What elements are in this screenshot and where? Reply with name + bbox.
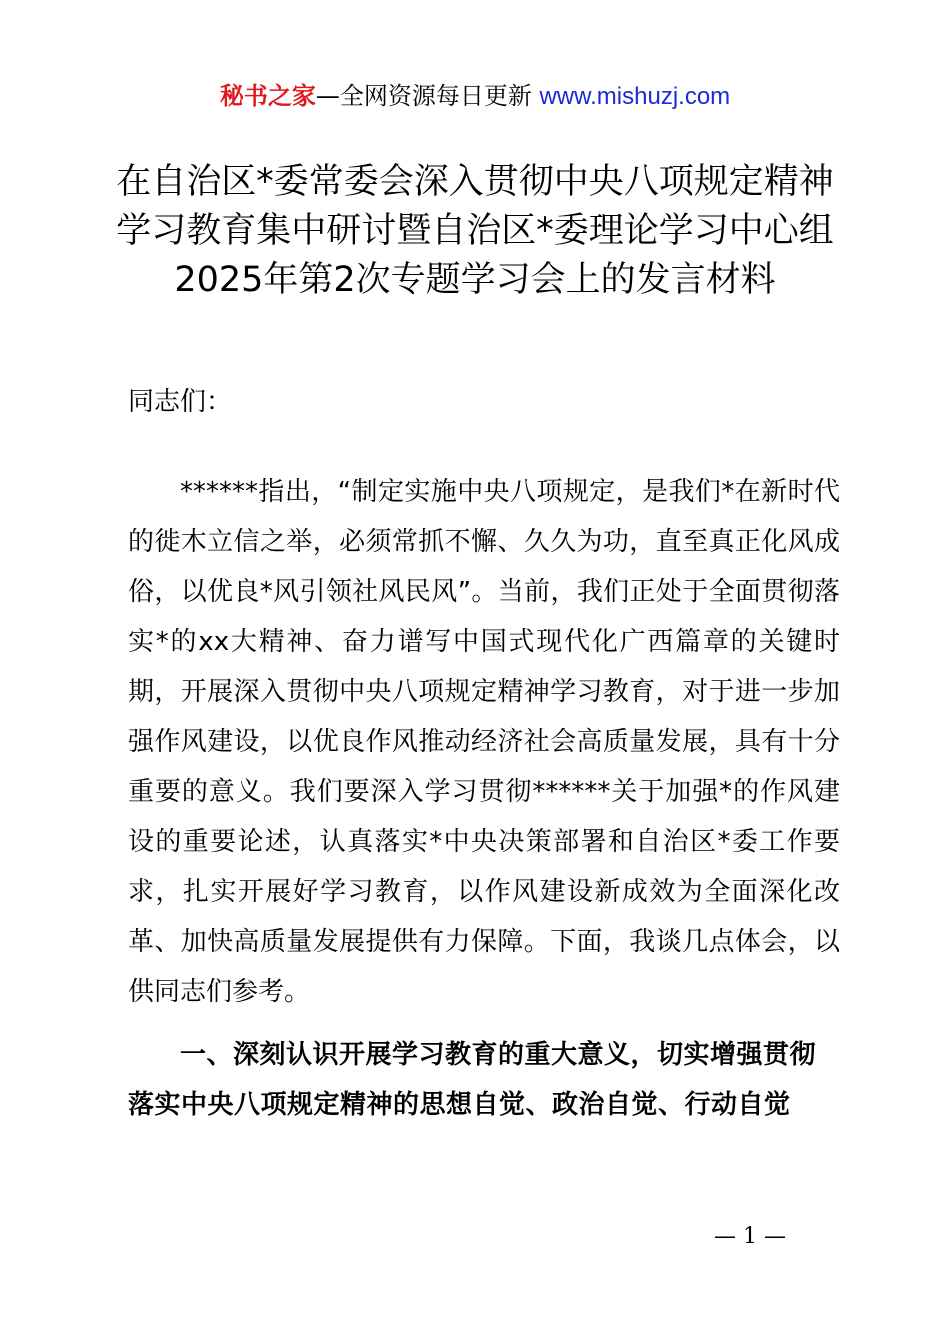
site-tagline: 全网资源每日更新 [339, 82, 532, 110]
page-number: — 1 — [714, 1224, 786, 1249]
site-url-link[interactable]: www.mishuzj.com [539, 83, 731, 110]
header-dash: — [315, 82, 340, 110]
site-header [0, 80, 950, 113]
body-paragraph: ******指出，“制定实施中央八项规定，是我们*在新时代的徙木立信之举，必须常抓不懈、久久为功，直至真正化风成俗，以优良*风引领社风民风”。当前，我们正处于全面贯彻落实*的xx大精神、奋力谱写中国式现代化广西篇章的关键时期，开展深入贯彻中央八项规定精神学习教育，对于进一步加强作风建设，以优良作风推动经济社会高质量发展，具有十分重要的意义。我们要深入学习贯彻******关于加强*的作风建设的重要论述，认真落实*中央决策部署和自治区*委工作要求，扎实开展好学习教育，以作风建设新成效为全面深化改革、加快高质量发展提供有力保障。下面，我谈几点体会，以供同志们参考。 [128, 477, 840, 1007]
salutation: 同志们： [128, 387, 233, 417]
section-heading: 一、深刻认识开展学习教育的重大意义，切实增强贯彻落实中央八项规定精神的思想自觉、政治自觉、行动自觉 [128, 1040, 817, 1120]
site-brand: 秘书之家 [219, 82, 316, 110]
document-title: 在自治区*委常委会深入贯彻中央八项规定精神学习教育集中研讨暨自治区*委理论学习中心组2025年第2次专题学习会上的发言材料 [116, 162, 834, 300]
